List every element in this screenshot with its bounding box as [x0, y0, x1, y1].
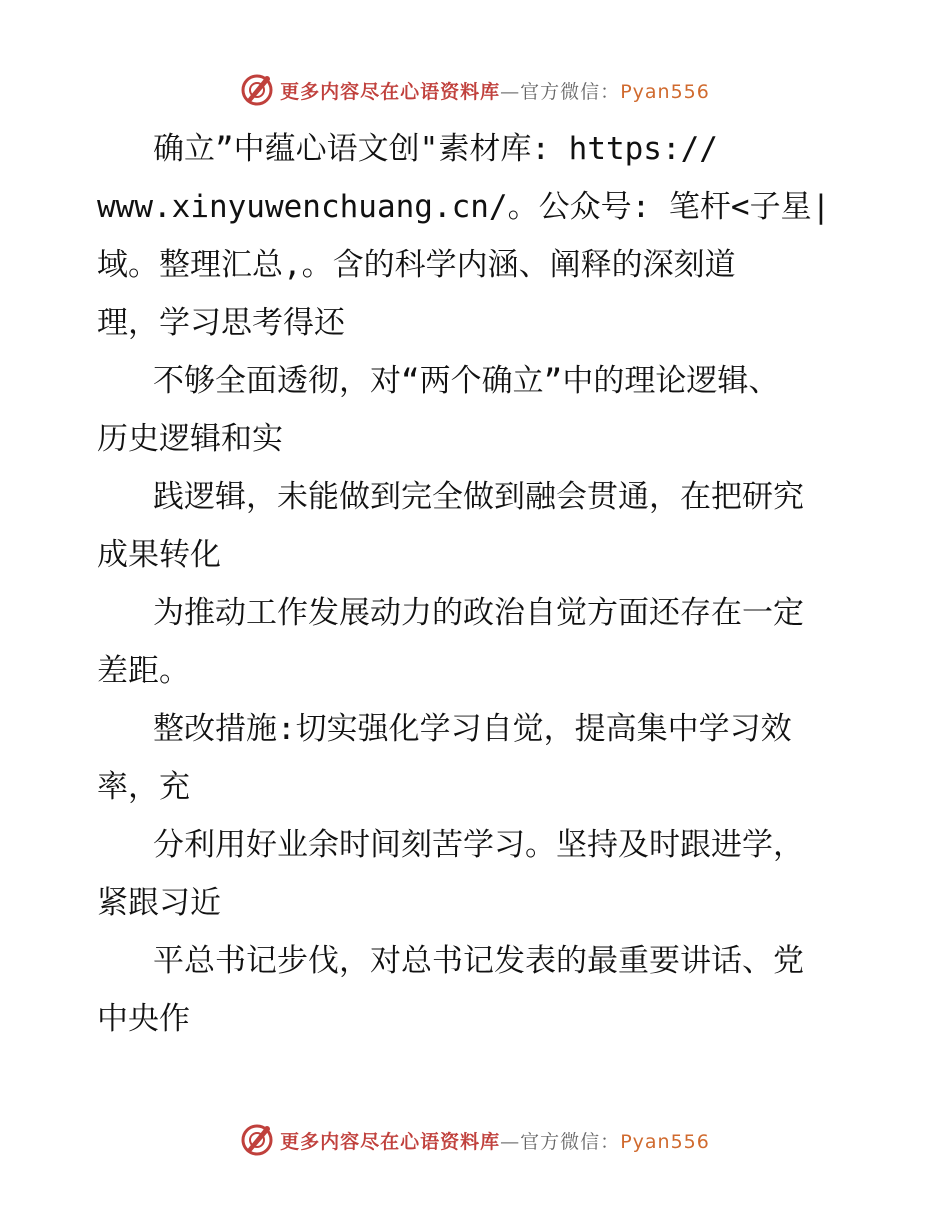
header-wechat-id: Pyan556: [620, 80, 710, 103]
text-line: 确立”中蕴心语文创"素材库: https://: [97, 131, 718, 167]
text-line: 分利用好业余时间刻苦学习。坚持及时跟进学，: [97, 827, 804, 863]
quill-logo-icon: [240, 73, 274, 107]
footer-banner: [0, 1120, 950, 1160]
text-line: 成果转化: [97, 537, 221, 573]
text-line: 域。整理汇总,。含的科学内涵、阐释的深刻道: [97, 247, 736, 283]
footer-wechat-id: Pyan556: [620, 1130, 710, 1153]
header-dash: —: [500, 80, 521, 103]
footer-dash: —: [500, 1130, 521, 1153]
footer-wechat-label: 官方微信：: [520, 1130, 621, 1153]
text-line: 差距。: [97, 653, 190, 689]
text-line: www.xinyuwenchuang.cn/。公众号: 笔杆<子星|: [97, 189, 831, 225]
text-line: 平总书记步伐，对总书记发表的最重要讲话、党: [97, 943, 804, 979]
quill-logo-icon: [240, 1123, 274, 1157]
text-line: 践逻辑，未能做到完全做到融会贯通，在把研究: [97, 479, 804, 515]
text-line: 为推动工作发展动力的政治自觉方面还存在一定: [97, 595, 804, 631]
text-line: 理，学习思考得还: [97, 305, 345, 341]
footer-text: [280, 1127, 710, 1154]
header-text: [280, 77, 710, 104]
text-line: 率，充: [97, 769, 190, 805]
header-site: 更多内容尽在心语资料库: [280, 80, 501, 103]
text-line: 不够全面透彻，对“两个确立”中的理论逻辑、: [97, 363, 780, 399]
header-wechat-label: 官方微信：: [520, 80, 621, 103]
footer-site: 更多内容尽在心语资料库: [280, 1130, 501, 1153]
text-line: 紧跟习近: [97, 885, 221, 921]
header-banner: [0, 70, 950, 110]
document-body: [97, 120, 857, 1048]
text-line: 历史逻辑和实: [97, 421, 283, 457]
text-line: 整改措施:切实强化学习自觉，提高集中学习效: [97, 711, 792, 747]
text-line: 中央作: [97, 1001, 190, 1037]
